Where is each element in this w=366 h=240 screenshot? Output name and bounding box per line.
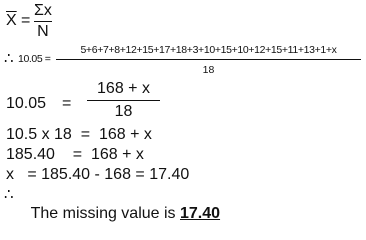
step-line: x = 185.40 - 168 = 17.40 xyxy=(6,166,190,183)
substitution-fraction xyxy=(56,45,361,75)
therefore-symbol-2: ∴ xyxy=(4,186,14,203)
substitution-denominator: 18 xyxy=(202,63,215,76)
conclusion-line xyxy=(22,187,220,223)
mean-symbol: $\overline{X}$ xyxy=(6,12,17,29)
conclusion-text: The missing value is xyxy=(30,205,180,222)
mean-denominator: N xyxy=(37,23,49,40)
therefore-symbol-1: ∴ xyxy=(4,50,14,67)
mean-fraction xyxy=(34,3,52,40)
simplified-lhs: 10.05 xyxy=(6,95,47,112)
mean-numerator: Σx xyxy=(34,2,52,19)
simplified-equals: = xyxy=(62,95,72,112)
step-line: 185.40 = 168 + x xyxy=(6,146,144,163)
mean-equals: = xyxy=(21,12,31,29)
substitution-lhs: 10.05 = xyxy=(18,53,51,65)
step-line: 10.5 x 18 = 168 + x xyxy=(6,126,152,143)
simplified-fraction xyxy=(87,81,160,120)
missing-value: 17.40 xyxy=(180,205,221,222)
simplified-denominator: 18 xyxy=(114,103,133,120)
simplified-numerator: 168 + x xyxy=(97,80,150,97)
substitution-numerator: 5+6+7+8+12+15+17+18+3+10+15+10+12+15+11+13+1+x xyxy=(80,44,337,56)
